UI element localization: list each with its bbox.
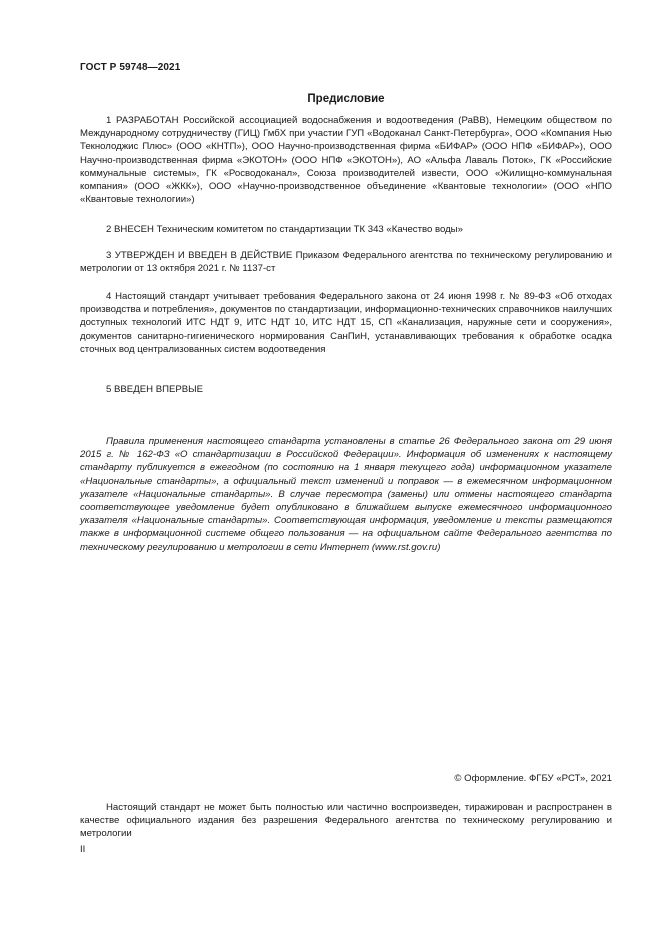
page-number: II xyxy=(80,844,86,855)
preface-item-2: 2 ВНЕСЕН Техническим комитетом по стандартизации ТК 343 «Качество воды» xyxy=(106,224,463,235)
reproduction-notice: Настоящий стандарт не может быть полностью или частично воспроизведен, тиражирован и распространен в качестве официального издания без разрешения Федерального агентства по техническому регулированию и метрологии xyxy=(80,802,612,840)
preface-title: Предисловие xyxy=(307,93,385,105)
preface-item-1: 1 РАЗРАБОТАН Российской ассоциацией водоснабжения и водоотведения (РаВВ), Немецким обществом по Международному сотрудничеству (ГИЦ) ГмбХ при участии ГУП «Водоканал Санкт-Петербурга», ООО «Компания Нью Текнолоджис Плюс» (ООО «КНТП»), ООО Научно-производственная фирма «БИФАР» (ООО НПФ «БИФАР»), ООО Научно-производственная фирма «ЭКОТОН» (ООО НПФ «ЭКОТОН»), АО «Альфа Лаваль Поток», ГК «Российские коммунальные системы», ГК «Росводоканал», Союза производителей извести, ООО «Жилищно-коммунальная компания» (ООО «ЖКК»), ООО «Научно-производственное объединение «Квантовые технологии» (ООО «НПО «Квантовые технологии») xyxy=(80,115,612,206)
application-rules-notice: Правила применения настоящего стандарта установлены в статье 26 Федерального закона от 29 июня 2015 г. № 162-ФЗ «О стандартизации в Российской Федерации». Информация об изменениях к настоящему стандарту публикуется в ежегодном (по состоянию на 1 января текущего года) информационном указателе «Национальные стандарты», а официальный текст изменений и поправок — в ежемесячном информационном указателе «Национальные стандарты». В случае пересмотра (замены) или отмены настоящего стандарта соответствующее уведомление будет опубликовано в ближайшем выпуске ежемесячного информационного указателя «Национальные стандарты». Соответствующая информация, уведомление и тексты размещаются также в информационной системе общего пользования — на официальном сайте Федерального агентства по техническому регулированию и метрологии в сети Интернет (www.rst.gov.ru) xyxy=(80,436,612,553)
preface-item-4: 4 Настоящий стандарт учитывает требования Федерального закона от 24 июня 1998 г. № 89-ФЗ «Об отходах производства и потребления», документов по стандартизации, информационно-технических справочников наилучших доступных технологий ИТС НДТ 9, ИТС НДТ 10, ИТС НДТ 15, СП «Канализация, наружные сети и сооружения», документов санитарно-гигиенического нормирования СанПиН, устанавливающих требования к обработке осадка сточных вод централизованных систем водоотведения xyxy=(80,291,612,355)
standard-code: ГОСТ Р 59748—2021 xyxy=(80,62,181,73)
copyright-line: © Оформление. ФГБУ «РСТ», 2021 xyxy=(454,773,612,784)
preface-item-3: 3 УТВЕРЖДЕН И ВВЕДЕН В ДЕЙСТВИЕ Приказом Федерального агентства по техническому регулированию и метрологии от 13 октября 2021 г. № 1137-ст xyxy=(80,250,612,275)
preface-item-5: 5 ВВЕДЕН ВПЕРВЫЕ xyxy=(106,384,204,395)
